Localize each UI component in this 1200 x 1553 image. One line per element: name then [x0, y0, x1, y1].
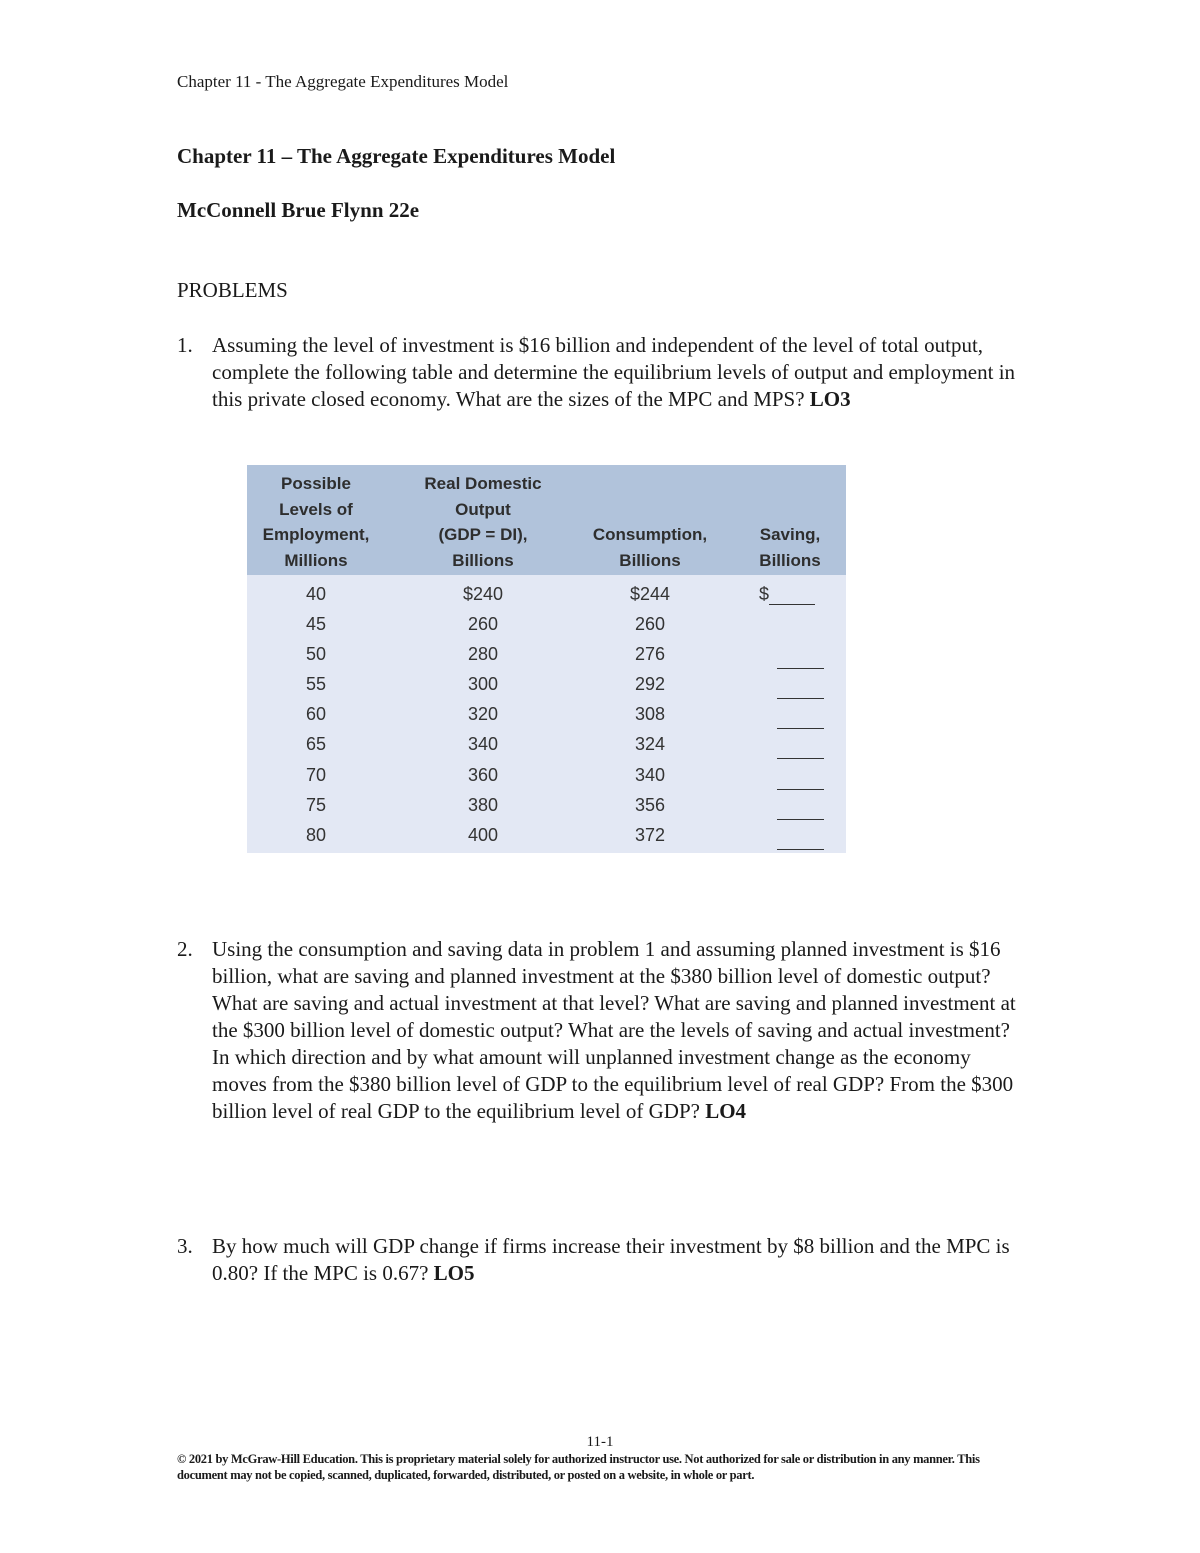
table-row [247, 821, 846, 851]
cell-gdp: 360 [467, 764, 499, 785]
table-row [247, 580, 846, 610]
cell-employment: 45 [305, 614, 327, 635]
problem-text-block [212, 332, 1027, 413]
table-row [247, 670, 846, 700]
header-employment [247, 471, 385, 573]
running-header: Chapter 11 - The Aggregate Expenditures Model [177, 72, 509, 91]
problem-number: 2. [177, 937, 193, 961]
header-line: Millions [284, 550, 348, 570]
table-body [247, 580, 846, 851]
cell-gdp: 320 [467, 704, 499, 725]
cell-employment: 60 [305, 704, 327, 725]
answer-blank[interactable] [777, 650, 824, 669]
cell-consumption: 372 [634, 824, 666, 845]
header-line: Billions [452, 550, 514, 570]
cell-gdp: 400 [467, 824, 499, 845]
cell-gdp: 340 [467, 734, 499, 755]
authors-line: McConnell Brue Flynn 22e [177, 198, 420, 222]
header-line: Billions [619, 550, 681, 570]
problem-2 [177, 936, 1027, 1125]
answer-blank[interactable] [777, 801, 824, 820]
cell-employment: 65 [305, 734, 327, 755]
problem-number: 3. [177, 1234, 193, 1258]
table-row [247, 761, 846, 791]
table-row [247, 610, 846, 640]
cell-consumption: 260 [634, 614, 666, 635]
problem-number: 1. [177, 333, 193, 357]
header-consumption [580, 522, 720, 573]
cell-employment: 50 [305, 644, 327, 665]
answer-blank[interactable] [777, 710, 824, 729]
cell-employment: 40 [305, 584, 327, 604]
problem-text: Using the consumption and saving data in problem 1 and assuming planned investment is $16 billion, what are saving and planned investment at the $380 billion level of domestic output? What are saving and actual investment at that level? What are saving and planned investment at the $300 billion level of domestic output? What are the levels of saving and actual investment? In which direction and by what amount will unplanned investment change as the economy moves from the $380 billion level of GDP to the equilibrium level of real GDP? From the $300 billion level of real GDP to the equilibrium level of GDP? [212, 937, 1016, 1123]
header-line: Saving, [759, 525, 821, 544]
answer-blank[interactable] [777, 831, 824, 850]
header-gdp [407, 471, 559, 573]
cell-consumption: 324 [634, 734, 666, 755]
cell-consumption: 308 [634, 704, 666, 725]
answer-blank[interactable] [777, 771, 824, 790]
cell-gdp: 260 [467, 614, 499, 635]
cell-consumption: 276 [634, 644, 666, 665]
saving-prefix: $ [759, 584, 770, 604]
cell-employment: 70 [305, 764, 327, 785]
learning-objective: LO5 [433, 1261, 475, 1285]
problem-text-block [212, 1233, 1027, 1287]
problem-1 [177, 332, 1027, 413]
cell-consumption: $244 [629, 584, 671, 604]
table-header [247, 465, 846, 575]
header-line: Output [455, 499, 511, 519]
header-line: Billions [759, 550, 821, 570]
table-row [247, 640, 846, 670]
problem-3 [177, 1233, 1027, 1287]
header-line: (GDP = DI), [438, 525, 528, 544]
problem-text: By how much will GDP change if firms increase their investment by $8 billion and the MPC is 0.80? If the MPC is 0.67? [212, 1234, 1010, 1285]
learning-objective: LO4 [705, 1099, 747, 1123]
cell-gdp: $240 [462, 584, 504, 604]
header-line: Levels of [279, 499, 353, 519]
problem-text-block [212, 936, 1027, 1125]
cell-employment: 75 [305, 794, 327, 815]
consumption-saving-table [247, 465, 846, 853]
cell-employment: 80 [305, 824, 327, 845]
header-line: Consumption, [592, 525, 708, 544]
cell-consumption: 340 [634, 764, 666, 785]
answer-blank[interactable] [769, 586, 815, 605]
problems-heading: PROBLEMS [177, 278, 288, 302]
answer-blank[interactable] [777, 740, 824, 759]
problem-text: Assuming the level of investment is $16 billion and independent of the level of total output, complete the following table and determine the equilibrium levels of output and employment in this private closed economy. What are the sizes of the MPC and MPS? [212, 333, 1016, 411]
header-line: Employment, [262, 525, 370, 544]
table-row [247, 791, 846, 821]
table-row [247, 700, 846, 730]
answer-blank[interactable] [777, 680, 824, 699]
chapter-title: Chapter 11 – The Aggregate Expenditures Model [177, 144, 616, 168]
cell-consumption: 356 [634, 794, 666, 815]
cell-gdp: 380 [467, 794, 499, 815]
header-line: Possible [281, 474, 351, 493]
header-line: Real Domestic [424, 474, 542, 493]
cell-consumption: 292 [634, 674, 666, 695]
learning-objective: LO3 [809, 387, 851, 411]
page-number: 11-1 [586, 1434, 614, 1450]
cell-employment: 55 [305, 674, 327, 695]
table-row [247, 730, 846, 760]
copyright-notice: © 2021 by McGraw-Hill Education. This is proprietary material solely for authorized instructor use. Not authorized for sale or distribution in any manner. This document may not be copied, scanned, duplicated, forwarded, distributed, or posted on a website, in whole or part. [177, 1452, 980, 1482]
cell-gdp: 300 [467, 674, 499, 695]
cell-saving[interactable] [759, 584, 825, 605]
header-saving [745, 522, 835, 573]
cell-gdp: 280 [467, 644, 499, 665]
